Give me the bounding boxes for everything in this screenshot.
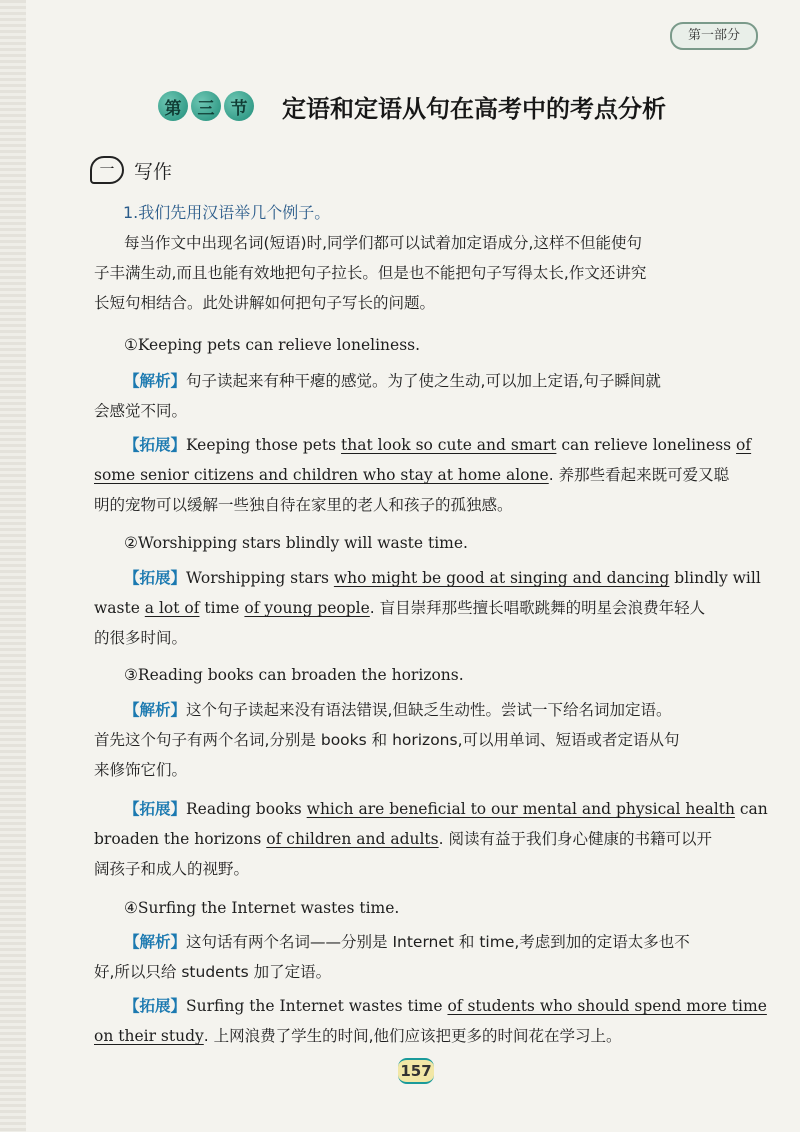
underlined-modifier: that look so cute and smart [341,436,557,454]
extension-text: Keeping those pets [186,436,342,454]
section-badge: 第一部分 [670,22,758,50]
underlined-modifier: of young people [244,599,370,617]
example-sentence-2: ②Worshipping stars blindly will waste time. [124,534,468,552]
intro-line: 子丰满生动,而且也能有效地把句子拉长。但是也不能把句子写得太长,作文还讲究 [94,264,647,282]
analysis-tag: 【解析】 [124,933,187,951]
page-binding-edge [0,0,26,1132]
extension-tag: 【拓展】 [124,997,187,1015]
example-sentence-3: ③Reading books can broaden the horizons. [124,666,464,684]
section-number-badge [158,91,254,121]
extension-text: Reading books [186,800,307,818]
section-title [158,86,666,126]
analysis-text: 好,所以只给 students 加了定语。 [94,963,332,981]
subsection-title: 写作 [134,160,173,183]
analysis-text: 来修饰它们。 [94,761,188,779]
extension-text: . 养那些看起来既可爱又聪 [548,466,730,484]
extension-tag: 【拓展】 [124,800,187,818]
underlined-modifier: who might be good at singing and dancing [333,569,670,587]
intro-line: 每当作文中出现名词(短语)时,同学们都可以试着加定语成分,这样不但能使句 [124,234,642,252]
analysis-1 [94,366,746,426]
underlined-modifier: of children and adults [266,830,439,848]
page-number: 157 [398,1058,434,1084]
badge-char: 三 [191,91,221,121]
analysis-3 [94,695,746,785]
analysis-text: 这个句子读起来没有语法错误,但缺乏生动性。尝试一下给名词加定语。 [186,701,672,719]
extension-tag: 【拓展】 [124,569,187,587]
extension-1 [94,430,752,520]
analysis-text: 会感觉不同。 [94,402,188,420]
extension-text: waste [94,599,145,617]
extension-text: . 阅读有益于我们身心健康的书籍可以开 [438,830,712,848]
extension-tag: 【拓展】 [124,436,187,454]
subsection-heading [90,156,172,184]
page-title: 定语和定语从句在高考中的考点分析 [282,94,666,123]
extension-2 [94,563,761,653]
extension-3 [94,794,768,884]
extension-text: Surfing the Internet wastes time [186,997,448,1015]
underlined-modifier: of students who should spend more time [447,997,767,1015]
underlined-modifier: which are beneficial to our mental and physical health [306,800,735,818]
analysis-4 [94,927,746,987]
underlined-modifier: on their study [94,1027,204,1045]
underlined-modifier: some senior citizens and children who stay at home alone [94,466,549,484]
badge-char: 第 [158,91,188,121]
subsection-number-icon: 一 [90,156,124,184]
extension-translation: 阔孩子和成人的视野。 [94,860,250,878]
example-sentence-4: ④Surfing the Internet wastes time. [124,899,400,917]
extension-text: Worshipping stars [186,569,334,587]
extension-translation: 明的宠物可以缓解一些独自待在家里的老人和孩子的孤独感。 [94,496,513,514]
intro-paragraph [94,228,746,318]
extension-text: blindly will [669,569,761,587]
extension-text: . 上网浪费了学生的时间,他们应该把更多的时间花在学习上。 [203,1027,622,1045]
example-sentence-1: ①Keeping pets can relieve loneliness. [124,336,421,354]
extension-4 [94,991,767,1051]
extension-translation: 的很多时间。 [94,629,188,647]
extension-text: . 盲目崇拜那些擅长唱歌跳舞的明星会浪费年轻人 [369,599,706,617]
underlined-modifier: of [736,436,752,454]
analysis-tag: 【解析】 [124,372,187,390]
extension-text: time [199,599,245,617]
intro-line: 长短句相结合。此处讲解如何把句子写长的问题。 [94,294,436,312]
analysis-text: 首先这个句子有两个名词,分别是 books 和 horizons,可以用单词、短语或者定语从句 [94,731,680,749]
badge-char: 节 [224,91,254,121]
extension-text: can [734,800,768,818]
analysis-text: 这句话有两个名词——分别是 Internet 和 time,考虑到加的定语太多也不 [186,933,690,951]
analysis-tag: 【解析】 [124,701,187,719]
underlined-modifier: a lot of [144,599,200,617]
extension-text: broaden the horizons [94,830,267,848]
analysis-text: 句子读起来有种干瘪的感觉。为了使之生动,可以加上定语,句子瞬间就 [186,372,661,390]
extension-text: can relieve loneliness [556,436,737,454]
point-heading: 1.我们先用汉语举几个例子。 [123,203,331,222]
